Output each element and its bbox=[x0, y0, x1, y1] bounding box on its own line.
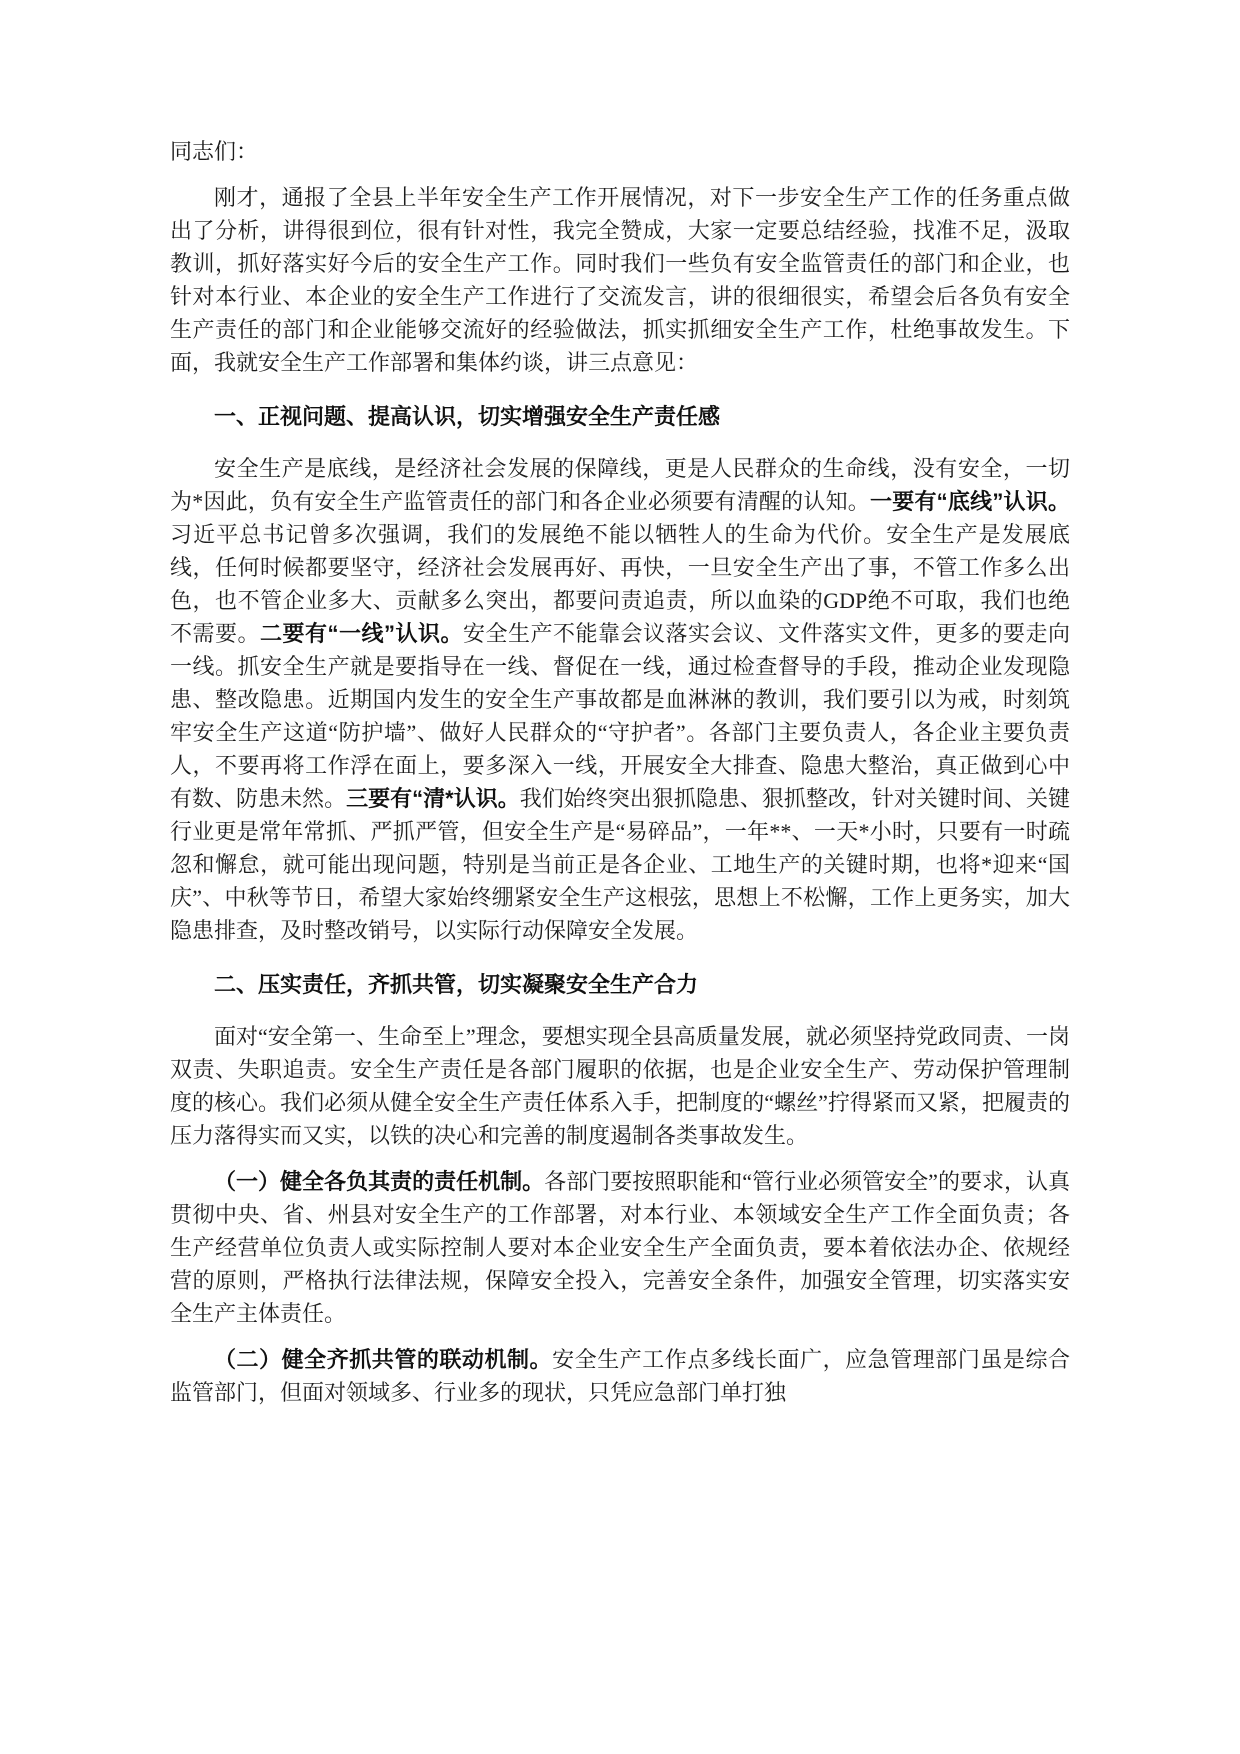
paragraph bbox=[170, 181, 1070, 379]
paragraph bbox=[170, 1020, 1070, 1152]
paragraph bbox=[170, 1165, 1070, 1330]
text-run: 我们始终突出狠抓隐患、狠抓整改，针对关键时间、关键行业更是常年常抓、严抓严管，但安全生产是“易碎品”，一年**、一天*小时，只要有一时疏忽和懈怠，就可能出现问题，特别是当前正是各企业、工地生产的关键时期，也将*迎来“国庆”、中秋等节日，希望大家始终绷紧安全生产这根弦，思想上不松懈，工作上更务实，加大隐患排查，及时整改销号，以实际行动保障安全发展。 bbox=[170, 786, 1070, 943]
bold-text-run: （二）健全齐抓共管的联动机制。 bbox=[214, 1347, 553, 1372]
text-run: 刚才，通报了全县上半年安全生产工作开展情况，对下一步安全生产工作的任务重点做出了分析，讲得很到位，很有针对性，我完全赞成，大家一定要总结经验，找准不足，汲取教训，抓好落实好今后的安全生产工作。同时我们一些负有安全监管责任的部门和企业，也针对本行业、本企业的安全生产工作进行了交流发言，讲的很细很实，希望会后各负有安全生产责任的部门和企业能够交流好的经验做法，抓实抓细安全生产工作，杜绝事故发生。下面，我就安全生产工作部署和集体约谈，讲三点意见： bbox=[170, 185, 1070, 375]
bold-text-run: （一）健全各负其责的责任机制。 bbox=[214, 1169, 545, 1194]
paragraph bbox=[170, 135, 1070, 168]
text-run: 习近平总书记曾多次强调，我们的发展绝不能以牺牲人的生命为代价。安全生产是发展底线，任何时候都要坚守，经济社会发展再好、再快，一旦安全生产出了事，不管工作多么出色，也不管企业多大、贡献多么突出，都要问责追责，所以血染的GDP绝不可取，我们也绝不需要。 bbox=[170, 522, 1070, 646]
section-heading bbox=[170, 968, 1070, 1001]
bold-text-run: 二要有“一线”认识。 bbox=[260, 621, 463, 646]
text-run: 各部门要按照职能和“管行业必须管安全”的要求，认真贯彻中央、省、州县对安全生产的工作部署，对本行业、本领域安全生产工作全面负责；各生产经营单位负责人或实际控制人要对本企业安全生产全面负责，要本着依法办企、依规经营的原则，严格执行法律法规，保障安全投入，完善安全条件，加强安全管理，切实落实安全生产主体责任。 bbox=[170, 1169, 1070, 1326]
paragraph bbox=[170, 452, 1070, 947]
paragraph bbox=[170, 1343, 1070, 1409]
bold-text-run: 二、压实责任，齐抓共管，切实凝聚安全生产合力 bbox=[214, 972, 699, 997]
section-heading bbox=[170, 400, 1070, 433]
bold-text-run: 一要有“底线”认识。 bbox=[870, 489, 1070, 514]
bold-text-run: 三要有“清*认识。 bbox=[346, 786, 520, 811]
text-run: 安全生产工作点多线长面广，应急管理部门虽是综合监管部门，但面对领域多、行业多的现状，只凭应急部门单打独 bbox=[170, 1347, 1070, 1405]
bold-text-run: 一、正视问题、提高认识，切实增强安全生产责任感 bbox=[214, 404, 721, 429]
text-run: 安全生产不能靠会议落实会议、文件落实文件，更多的要走向一线。抓安全生产就是要指导在一线、督促在一线，通过检查督导的手段，推动企业发现隐患、整改隐患。近期国内发生的安全生产事故都是血淋淋的教训，我们要引以为戒，时刻筑牢安全生产这道“防护墙”、做好人民群众的“守护者”。各部门主要负责人，各企业主要负责人，不要再将工作浮在面上，要多深入一线，开展安全大排查、隐患大整治，真正做到心中有数、防患未然。 bbox=[170, 621, 1070, 811]
text-run: 安全生产是底线，是经济社会发展的保障线，更是人民群众的生命线，没有安全，一切为*因此，负有安全生产监管责任的部门和各企业必须要有清醒的认知。 bbox=[170, 456, 1070, 514]
text-run: 面对“安全第一、生命至上”理念，要想实现全县高质量发展，就必须坚持党政同责、一岗双责、失职追责。安全生产责任是各部门履职的依据，也是企业安全生产、劳动保护管理制度的核心。我们必须从健全安全生产责任体系入手，把制度的“螺丝”拧得紧而又紧，把履责的压力落得实而又实，以铁的决心和完善的制度遏制各类事故发生。 bbox=[170, 1024, 1070, 1148]
text-run: 同志们： bbox=[170, 139, 259, 164]
